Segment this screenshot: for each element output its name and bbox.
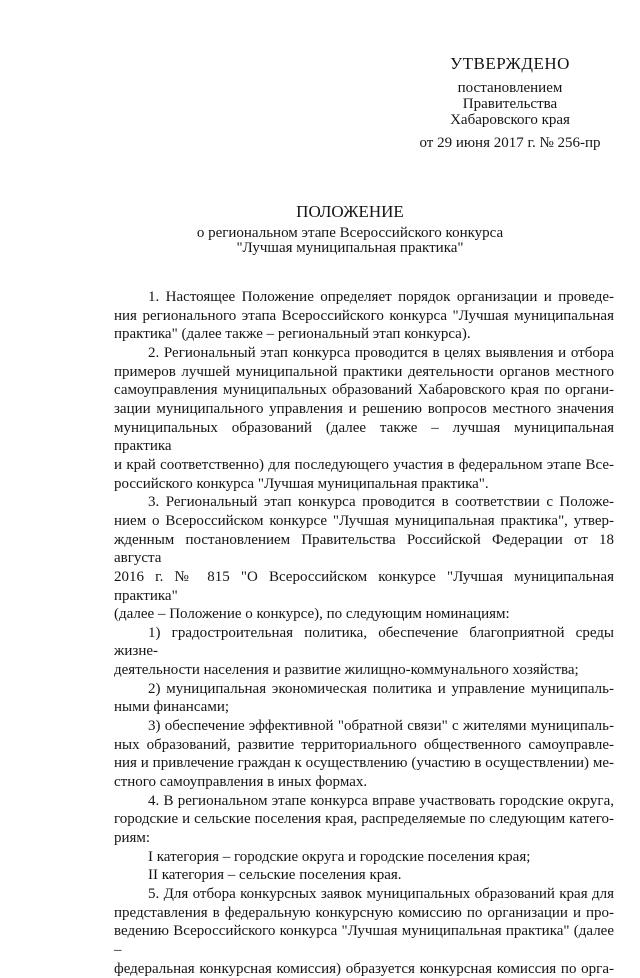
title-block [140, 202, 560, 256]
paragraph-line: практика" (далее также – региональный этап конкурса). [114, 326, 471, 343]
approval-date: от 29 июня 2017 г. № 256-пр [419, 135, 601, 151]
paragraph-line: 1. Настоящее Положение определяет порядок организации и проведе- [148, 289, 614, 305]
paragraph-line: примеров лучшей муниципальной практики деятельности органов местного [114, 363, 614, 380]
paragraph-line: 2016 г. № 815 "О Всероссийском конкурсе "Лучшая муниципальная практика" [114, 568, 614, 604]
paragraph-line: российского конкурса "Лучшая муниципальная практика". [114, 475, 489, 492]
paragraph-line: представления в федеральную конкурсную комиссию по организации и про- [114, 904, 614, 921]
paragraph-line: жденным постановлением Правительства Российской Федерации от 18 августа [114, 531, 614, 567]
paragraph-line: городские и сельские поселения края, распределяемые по следующим катего- [114, 811, 614, 828]
paragraph-line: зации муниципального управления и решению вопросов местного значения [114, 400, 614, 417]
paragraph-line: риям: [114, 830, 151, 847]
paragraph-line: муниципальных образований (далее также – лучшая муниципальная практика [114, 419, 614, 455]
paragraph-line: II категория – сельские поселения края. [148, 867, 402, 884]
paragraph-line: и край соответственно) для последующего участия в федеральном этапе Все- [114, 456, 614, 473]
paragraph-line: (далее – Положение о конкурсе), по следующим номинациям: [114, 606, 510, 623]
paragraph-line: ния регионального этапа Всероссийского конкурса "Лучшая муниципальная [114, 307, 614, 324]
approval-line: постановлением [457, 80, 563, 96]
paragraph-line: I категория – городские округа и городские поселения края; [148, 848, 531, 865]
paragraph-line: 3) обеспечение эффективной "обратной связи" с жителями муниципаль- [148, 718, 614, 735]
paragraph-line: федеральная конкурсная комиссия) образуется конкурсная комиссия по орга- [114, 960, 614, 977]
approval-line: Хабаровского края [450, 112, 570, 128]
approval-stamp: УТВЕРЖДЕНО [450, 54, 570, 73]
paragraph-line: 4. В региональном этапе конкурса вправе участвовать городские округа, [148, 792, 614, 809]
paragraph-line: деятельности населения и развитие жилищно-коммунального хозяйства; [114, 662, 579, 679]
document-body [114, 288, 614, 978]
paragraph-line: 1) градостроительная политика, обеспечение благоприятной среды жизне- [114, 624, 614, 660]
paragraph-line: 5. Для отбора конкурсных заявок муниципальных образований края для [148, 886, 614, 902]
document-title: ПОЛОЖЕНИЕ [296, 202, 404, 221]
paragraph-line: стного самоуправления в иных формах. [114, 774, 368, 791]
paragraph-line: 2. Региональный этап конкурса проводится в целях выявления и отбора [148, 344, 614, 361]
document-subtitle: о региональном этапе Всероссийского конкурса [196, 225, 504, 241]
paragraph-line: ных образований, развитие территориального общественного самоуправле- [114, 736, 614, 753]
approval-line: Правительства [462, 96, 558, 112]
approval-block [400, 56, 620, 151]
paragraph-line: нием о Всероссийском конкурсе "Лучшая муниципальная практика", утвер- [114, 512, 614, 529]
paragraph-line: 3. Региональный этап конкурса проводится в соответствии с Положе- [148, 494, 614, 511]
paragraph-line: 2) муниципальная экономическая политика и управление муниципаль- [148, 680, 614, 697]
paragraph-line: ния и привлечение граждан к осуществлению (участию в осуществлении) ме- [114, 755, 614, 772]
paragraph-line: ными финансами; [114, 699, 230, 716]
paragraph-line: ведению Всероссийского конкурса "Лучшая муниципальная практика" (далее – [114, 923, 614, 958]
paragraph-line: самоуправления муниципальных образований Хабаровского края по органи- [114, 382, 614, 399]
document-subtitle: "Лучшая муниципальная практика" [236, 240, 464, 256]
